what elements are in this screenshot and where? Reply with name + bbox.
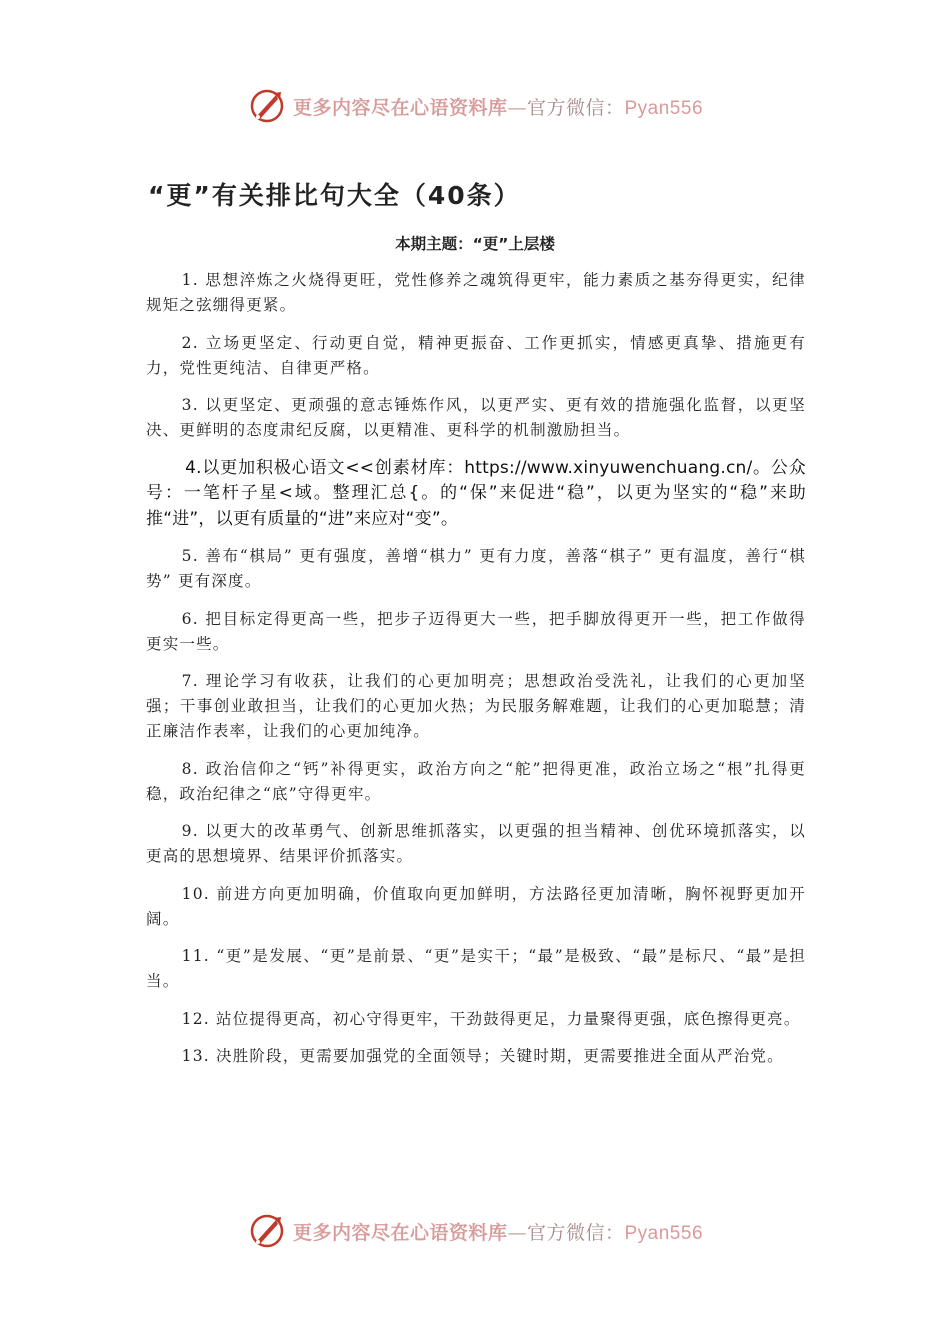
banner-wechat-label: 官方微信： — [526, 96, 625, 119]
paragraph-11: 11. “更”是发展、“更”是前景、“更”是实干；“最”是极致、“最”是标尺、“最”是担当。 — [146, 947, 806, 990]
paragraph-3: 3. 以更坚定、更顽强的意志锤炼作风，以更严实、更有效的措施强化监督，以更坚决、更鲜明的态度肃纪反腐，以更精准、更科学的机制激励担当。 — [146, 396, 806, 439]
paragraph-2: 2. 立场更坚定、行动更自觉，精神更振奋、工作更抓实，情感更真挚、措施更有力，党性更纯洁、自律更严格。 — [146, 333, 806, 377]
document-body — [146, 268, 806, 1082]
banner-wechat-label: 官方微信： — [526, 1221, 625, 1244]
paragraph-5: 5. 善布“棋局” 更有强度，善增“棋力” 更有力度，善落“棋子” 更有温度，善行“棋势” 更有深度。 — [146, 547, 806, 590]
paragraph-13: 13. 决胜阶段，更需要加强党的全面领导；关键时期，更需要推进全面从严治党。 — [181, 1047, 784, 1065]
quill-logo-icon — [247, 86, 287, 126]
paragraph-12: 12. 站位提得更高，初心守得更牢，干劲鼓得更足，力量聚得更强，底色擦得更亮。 — [181, 1009, 801, 1028]
paragraph-4: 4.以更加积极心语文<<创素材库：https://www.xinyuwenchuang.cn/。公众号：一笔杆子星<域。整理汇总{。的“保”来促进“稳”，以更为坚实的“稳”来助推“进”，以更有质量的“进”来应对“变”。 — [146, 457, 806, 529]
banner-wechat-id: Pyan556 — [624, 97, 704, 119]
paragraph-6: 6. 把目标定得更高一些，把步子迈得更大一些，把手脚放得更开一些，把工作做得更实一些。 — [146, 609, 806, 653]
banner-brand: 更多内容尽在心语资料库 — [292, 96, 508, 119]
document-title: “更”有关排比句大全（40条） — [148, 181, 521, 210]
banner-dash: — — [507, 96, 527, 119]
paragraph-7: 7. 理论学习有收获，让我们的心更加明亮；思想政治受洗礼，让我们的心更加坚强；干事创业敢担当，让我们的心更加火热；为民服务解难题，让我们的心更加聪慧；清正廉洁作表率，让我们的心更加纯净。 — [146, 672, 806, 740]
quill-logo-icon — [247, 1211, 287, 1251]
document-subtitle: 本期主题：“更”上层楼 — [395, 235, 555, 253]
paragraph-10: 10. 前进方向更加明确，价值取向更加鲜明，方法路径更加清晰，胸怀视野更加开阔。 — [146, 884, 806, 928]
paragraph-9: 9. 以更大的改革勇气、创新思维抓落实，以更强的担当精神、创优环境抓落实，以更高的思想境界、结果评价抓落实。 — [146, 822, 806, 865]
banner-brand: 更多内容尽在心语资料库 — [292, 1221, 508, 1244]
paragraph-8: 8. 政治信仰之“钙”补得更实，政治方向之“舵”把得更准，政治立场之“根”扎得更稳，政治纪律之“底”守得更牢。 — [146, 759, 806, 803]
banner-dash: — — [507, 1221, 527, 1244]
paragraph-1: 1. 思想淬炼之火烧得更旺，党性修养之魂筑得更牢，能力素质之基夯得更实，纪律规矩之弦绷得更紧。 — [146, 271, 806, 314]
footer-banner — [0, 1209, 950, 1253]
banner-wechat-id: Pyan556 — [624, 1222, 704, 1244]
header-banner — [0, 84, 950, 128]
